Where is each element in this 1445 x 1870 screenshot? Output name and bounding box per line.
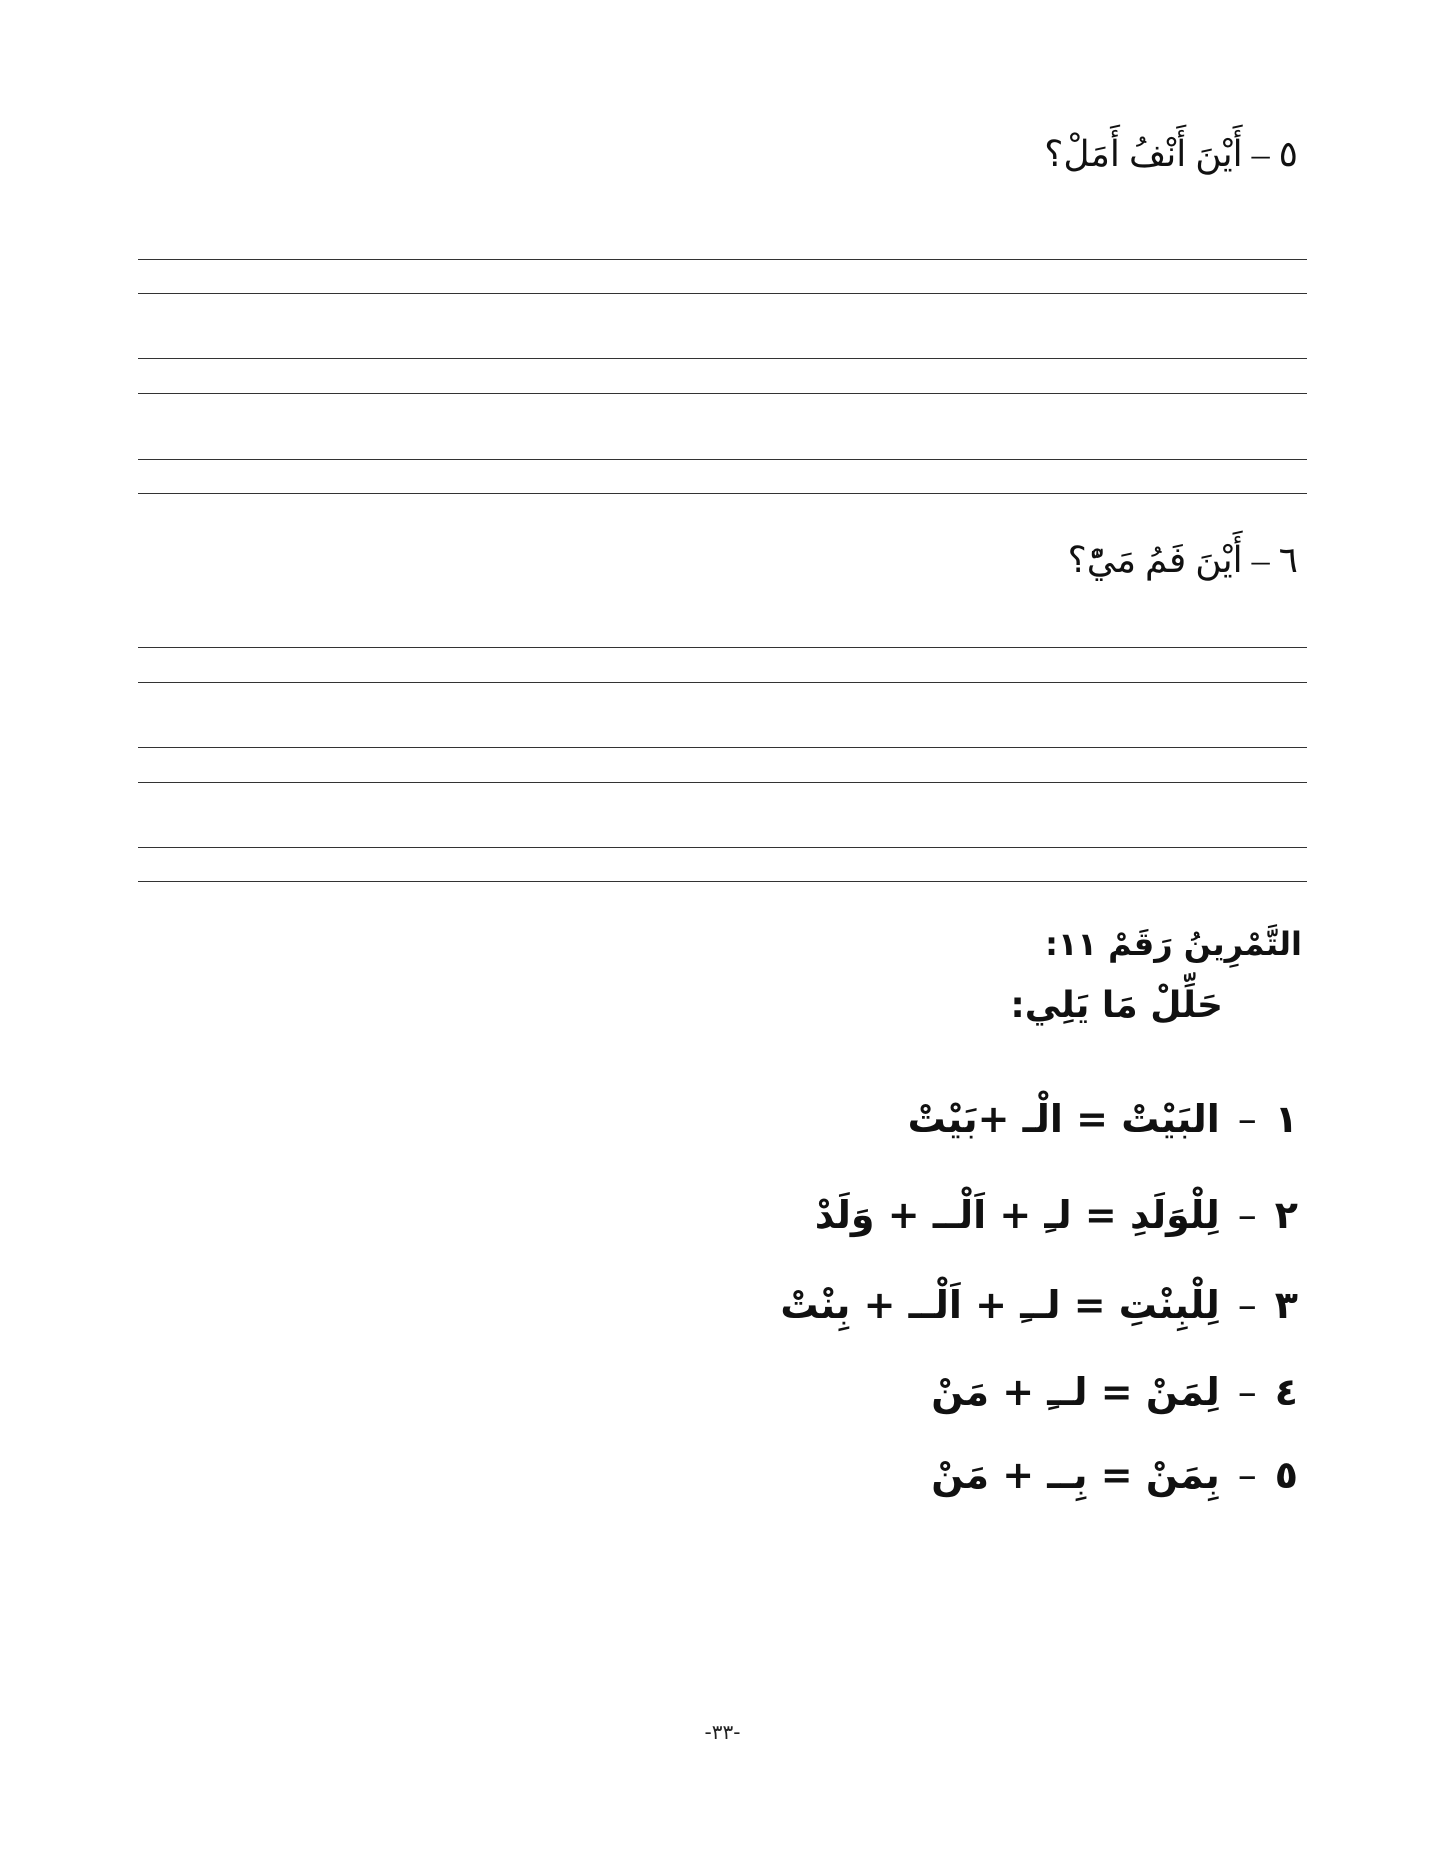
question-text: أَيْنَ أَنْفُ أَمَلْ؟ (1044, 134, 1243, 174)
question-5 (1044, 136, 1298, 172)
analysis-item (931, 1370, 1298, 1414)
analysis-item (814, 1193, 1298, 1237)
question-6 (1068, 542, 1298, 578)
answer-line[interactable] (138, 459, 1307, 460)
item-text: بِمَنْ = بِــ + مَنْ (931, 1453, 1220, 1497)
answer-line[interactable] (138, 881, 1307, 882)
answer-line[interactable] (138, 393, 1307, 394)
answer-line[interactable] (138, 782, 1307, 783)
analysis-item (931, 1453, 1298, 1497)
page-number: -٣٣- (704, 1720, 741, 1744)
item-dash: – (1237, 1453, 1257, 1497)
item-dash: – (1237, 1097, 1257, 1141)
analysis-item (780, 1283, 1298, 1327)
item-number: ١ (1274, 1097, 1298, 1141)
item-number: ٥ (1274, 1453, 1298, 1497)
exercise-instruction: حَلِّلْ مَا يَلِي: (1010, 985, 1223, 1026)
question-text: أَيْنَ فَمُ مَيّْ؟ (1067, 540, 1243, 580)
answer-line[interactable] (138, 647, 1307, 648)
question-dash: – (1251, 540, 1270, 580)
answer-line[interactable] (138, 747, 1307, 748)
answer-line[interactable] (138, 682, 1307, 683)
exercise-title: التَّمْرِينُ رَقَمْ ١١: (1045, 925, 1302, 963)
question-number: ٥ (1278, 134, 1298, 174)
item-text: البَيْتْ = الْـ +بَيْتْ (907, 1097, 1220, 1141)
answer-line[interactable] (138, 293, 1307, 294)
item-number: ٣ (1274, 1283, 1298, 1327)
question-dash: – (1251, 134, 1270, 174)
item-text: لِلْوَلَدِ = لـِ + اَلْــ + وَلَدْ (814, 1193, 1220, 1237)
item-dash: – (1237, 1283, 1257, 1327)
item-text: لِمَنْ = لــِ + مَنْ (931, 1370, 1220, 1414)
item-dash: – (1237, 1193, 1257, 1237)
item-text: لِلْبِنْتِ = لــِ + اَلْــ + بِنْتْ (780, 1283, 1220, 1327)
item-dash: – (1237, 1370, 1257, 1414)
answer-line[interactable] (138, 493, 1307, 494)
analysis-item (907, 1097, 1298, 1141)
item-number: ٢ (1274, 1193, 1298, 1237)
answer-line[interactable] (138, 358, 1307, 359)
question-number: ٦ (1278, 540, 1298, 580)
answer-line[interactable] (138, 847, 1307, 848)
answer-line[interactable] (138, 259, 1307, 260)
item-number: ٤ (1274, 1370, 1298, 1414)
